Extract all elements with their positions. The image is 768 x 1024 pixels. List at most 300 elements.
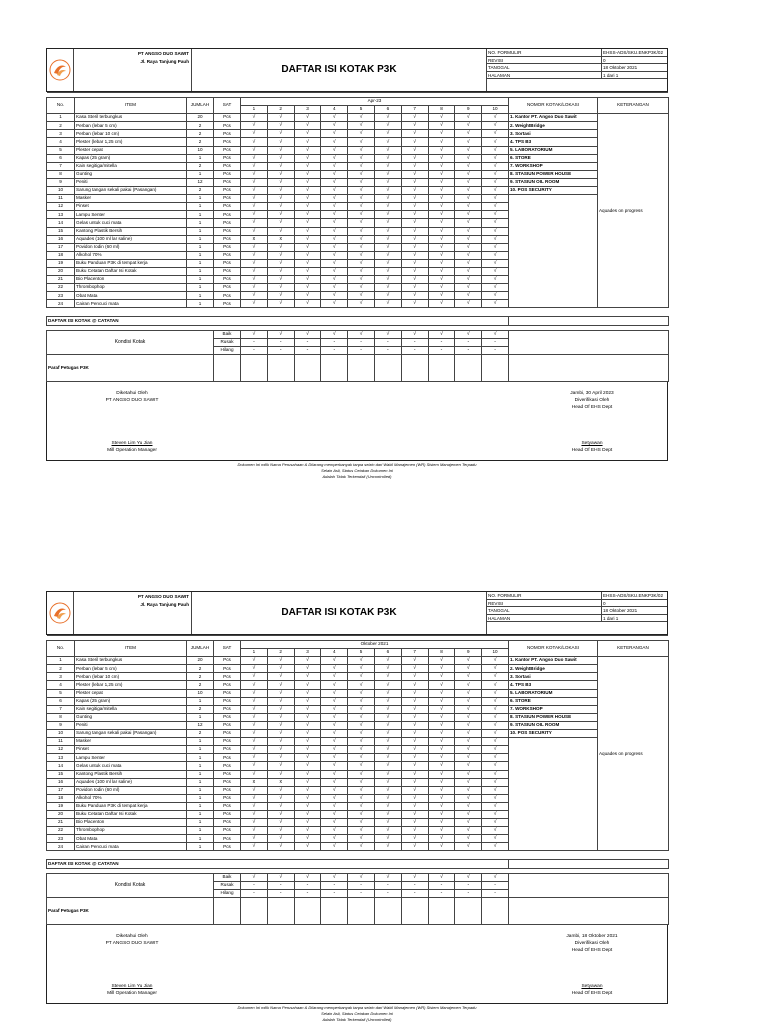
check-mark: √	[455, 681, 482, 689]
check-mark: √	[348, 786, 375, 794]
meta-label: NO. FORMULIR	[487, 592, 602, 600]
location-entry: 6. STORE	[508, 154, 597, 162]
check-mark: √	[321, 827, 348, 835]
kondisi-mark: -	[482, 889, 509, 897]
check-mark: √	[267, 835, 294, 843]
location-entry	[508, 770, 597, 778]
check-mark: √	[482, 778, 509, 786]
item-row	[47, 697, 669, 705]
check-mark: √	[294, 835, 321, 843]
item-no: 20	[47, 810, 75, 818]
item-name: Kantong Plastik Bersih	[75, 227, 187, 235]
check-mark: √	[428, 203, 455, 211]
form-title: DAFTAR ISI KOTAK P3K	[192, 49, 487, 91]
check-mark: √	[428, 138, 455, 146]
check-mark: √	[455, 819, 482, 827]
location-entry: 10. POS SECURITY	[508, 730, 597, 738]
check-mark: √	[267, 770, 294, 778]
check-mark: √	[455, 154, 482, 162]
check-mark: √	[482, 138, 509, 146]
footer-line: Adalah Tidak Terkendali (Uncontrolled)	[322, 1016, 392, 1022]
check-mark: √	[401, 681, 428, 689]
form-header	[46, 48, 668, 92]
check-mark: √	[401, 203, 428, 211]
check-mark: √	[428, 178, 455, 186]
item-no: 9	[47, 721, 75, 729]
paraf-label: Paraf Petugas P3K	[47, 897, 214, 924]
item-no: 10	[47, 187, 75, 195]
kondisi-mark: -	[428, 338, 455, 346]
item-row	[47, 754, 669, 762]
check-mark: √	[455, 114, 482, 122]
col-no-header: No.	[47, 98, 75, 114]
check-mark: √	[241, 794, 268, 802]
check-mark: √	[321, 657, 348, 665]
check-mark: √	[267, 284, 294, 292]
check-mark: √	[348, 665, 375, 673]
item-row	[47, 738, 669, 746]
check-mark: √	[241, 146, 268, 154]
check-mark: √	[321, 235, 348, 243]
check-mark: √	[348, 178, 375, 186]
check-mark: √	[294, 154, 321, 162]
kondisi-mark: √	[428, 873, 455, 881]
item-no: 22	[47, 284, 75, 292]
location-entry	[508, 786, 597, 794]
check-mark: √	[455, 211, 482, 219]
item-no: 11	[47, 195, 75, 203]
check-mark: √	[348, 843, 375, 851]
kondisi-type: Rusak	[214, 338, 241, 346]
manager-signature	[77, 440, 187, 454]
day-number: 9	[455, 649, 482, 657]
check-mark: √	[241, 721, 268, 729]
check-mark: √	[428, 689, 455, 697]
check-mark: √	[455, 721, 482, 729]
location-entry	[508, 211, 597, 219]
check-mark: √	[428, 187, 455, 195]
day-number: 2	[267, 649, 294, 657]
location-entry: 3. Sortasi	[508, 673, 597, 681]
check-mark: √	[321, 730, 348, 738]
check-mark: √	[348, 114, 375, 122]
check-mark: √	[428, 819, 455, 827]
location-entry	[508, 738, 597, 746]
check-mark: √	[455, 835, 482, 843]
check-mark: √	[267, 178, 294, 186]
item-no: 6	[47, 697, 75, 705]
check-mark: √	[428, 697, 455, 705]
check-mark: √	[321, 195, 348, 203]
check-mark: √	[241, 284, 268, 292]
check-mark: √	[482, 697, 509, 705]
location-entry: 3. Sortasi	[508, 130, 597, 138]
kondisi-mark: -	[482, 346, 509, 354]
item-unit: Pcs	[214, 211, 241, 219]
item-no: 7	[47, 705, 75, 713]
location-entry	[508, 794, 597, 802]
check-mark: √	[241, 267, 268, 275]
kondisi-row	[47, 873, 669, 881]
check-mark: √	[482, 665, 509, 673]
check-mark: √	[401, 697, 428, 705]
check-mark: √	[294, 178, 321, 186]
check-mark: √	[348, 276, 375, 284]
item-row	[47, 681, 669, 689]
check-mark: √	[321, 673, 348, 681]
check-mark: √	[294, 195, 321, 203]
item-qty: 2	[187, 187, 214, 195]
check-mark: √	[374, 227, 401, 235]
kondisi-empty	[508, 330, 668, 338]
item-no: 15	[47, 770, 75, 778]
check-mark: √	[482, 689, 509, 697]
paraf-cell	[374, 897, 401, 924]
check-mark: √	[267, 195, 294, 203]
item-unit: Pcs	[214, 195, 241, 203]
check-mark: √	[374, 154, 401, 162]
kondisi-mark: √	[428, 330, 455, 338]
sign-date: Jambi, 18 Oktober 2021	[566, 933, 618, 939]
item-unit: Pcs	[214, 138, 241, 146]
company-name: PT ANGSO DUO SAWIT	[137, 51, 189, 56]
check-mark: √	[401, 721, 428, 729]
item-qty: 1	[187, 770, 214, 778]
check-mark: √	[321, 178, 348, 186]
footer-line: Selain Asli, Status Cetakan Dokumen Ini	[321, 467, 393, 473]
kondisi-mark: -	[348, 889, 375, 897]
check-mark: √	[348, 138, 375, 146]
check-mark: √	[482, 170, 509, 178]
check-mark: √	[482, 259, 509, 267]
ehs-signature	[537, 983, 647, 997]
check-mark: √	[348, 713, 375, 721]
paraf-cell	[241, 897, 268, 924]
check-mark: √	[267, 843, 294, 851]
manager-title: Mill Operation Manager	[107, 990, 157, 996]
item-row	[47, 843, 669, 851]
kondisi-mark: √	[321, 873, 348, 881]
check-mark: √	[401, 754, 428, 762]
check-mark: √	[321, 203, 348, 211]
item-row	[47, 689, 669, 697]
item-name: Gunting	[75, 170, 187, 178]
item-name: Kapas (25 gram)	[75, 154, 187, 162]
kondisi-mark: √	[374, 873, 401, 881]
check-mark: √	[482, 284, 509, 292]
item-no: 14	[47, 762, 75, 770]
check-mark: √	[455, 251, 482, 259]
check-mark: √	[348, 187, 375, 195]
item-no: 16	[47, 235, 75, 243]
check-mark: √	[267, 227, 294, 235]
check-mark: √	[401, 810, 428, 818]
check-mark: √	[401, 738, 428, 746]
paraf-cell	[455, 897, 482, 924]
footer-line: Selain Asli, Status Cetakan Dokumen Ini	[321, 1010, 393, 1016]
check-mark: √	[374, 267, 401, 275]
kondisi-mark: -	[482, 881, 509, 889]
check-mark: √	[267, 738, 294, 746]
item-row	[47, 721, 669, 729]
check-mark: √	[348, 162, 375, 170]
check-mark: √	[321, 243, 348, 251]
known-by-label: Diketahui Oleh	[116, 390, 148, 396]
check-mark: √	[267, 697, 294, 705]
item-unit: Pcs	[214, 243, 241, 251]
kondisi-mark: √	[374, 330, 401, 338]
check-mark: √	[374, 300, 401, 308]
check-mark: √	[482, 786, 509, 794]
item-qty: 20	[187, 657, 214, 665]
ehs-head-title: Head Of EHS Dept	[571, 447, 613, 453]
check-mark: √	[482, 203, 509, 211]
check-mark: √	[241, 276, 268, 284]
item-unit: Pcs	[214, 187, 241, 195]
day-number: 8	[428, 106, 455, 114]
item-name: Lampu Senter	[75, 754, 187, 762]
meta-label: HALAMAN	[487, 72, 602, 80]
check-mark: √	[401, 195, 428, 203]
check-mark: √	[428, 778, 455, 786]
check-mark: √	[348, 810, 375, 818]
kondisi-row	[47, 330, 669, 338]
location-entry	[508, 835, 597, 843]
item-no: 19	[47, 259, 75, 267]
check-mark: √	[455, 276, 482, 284]
item-row	[47, 284, 669, 292]
check-mark: √	[374, 187, 401, 195]
check-mark: √	[348, 657, 375, 665]
check-mark: √	[294, 843, 321, 851]
check-mark: √	[294, 665, 321, 673]
item-name: Masker	[75, 738, 187, 746]
item-qty: 2	[187, 162, 214, 170]
location-entry	[508, 219, 597, 227]
col-item-header: ITEM	[75, 98, 187, 114]
signature-section	[46, 382, 668, 461]
known-by-block	[77, 933, 187, 947]
check-mark: √	[428, 235, 455, 243]
item-name: Thrombophop	[75, 827, 187, 835]
check-mark: √	[294, 697, 321, 705]
item-unit: Pcs	[214, 235, 241, 243]
form-header	[46, 591, 668, 635]
check-mark: √	[428, 276, 455, 284]
item-name: Perban (lebar 10 cm)	[75, 673, 187, 681]
check-mark: √	[267, 259, 294, 267]
check-mark: √	[374, 195, 401, 203]
day-number: 6	[374, 106, 401, 114]
check-mark: √	[401, 665, 428, 673]
check-mark: √	[428, 721, 455, 729]
manager-name: Steven Lim Yu Jian	[111, 440, 153, 446]
item-qty: 2	[187, 130, 214, 138]
check-mark: √	[482, 681, 509, 689]
kondisi-mark: -	[321, 338, 348, 346]
kondisi-type: Baik	[214, 330, 241, 338]
item-no: 22	[47, 827, 75, 835]
item-unit: Pcs	[214, 122, 241, 130]
item-qty: 1	[187, 697, 214, 705]
item-no: 3	[47, 130, 75, 138]
check-mark: √	[401, 705, 428, 713]
check-mark: √	[482, 130, 509, 138]
check-mark: √	[374, 251, 401, 259]
signature-section	[46, 925, 668, 1004]
check-mark: √	[455, 705, 482, 713]
location-entry	[508, 195, 597, 203]
manager-title: Mill Operation Manager	[107, 447, 157, 453]
check-mark: √	[455, 178, 482, 186]
item-row	[47, 146, 669, 154]
check-mark: √	[455, 778, 482, 786]
check-mark: √	[267, 819, 294, 827]
check-mark: √	[348, 154, 375, 162]
check-mark: √	[294, 122, 321, 130]
check-mark: √	[294, 251, 321, 259]
paraf-cell	[294, 354, 321, 381]
check-mark: √	[321, 227, 348, 235]
check-mark: √	[374, 843, 401, 851]
document-footer	[46, 1005, 668, 1023]
check-mark: √	[241, 843, 268, 851]
check-mark: √	[482, 835, 509, 843]
item-unit: Pcs	[214, 114, 241, 122]
item-name: Kantong Plastik Bersih	[75, 770, 187, 778]
item-no: 19	[47, 802, 75, 810]
check-mark: √	[241, 705, 268, 713]
check-mark: √	[267, 689, 294, 697]
check-mark: √	[374, 178, 401, 186]
check-mark: √	[267, 243, 294, 251]
meta-revisi: 0	[602, 600, 667, 608]
item-no: 8	[47, 170, 75, 178]
location-entry	[508, 778, 597, 786]
paraf-empty	[508, 354, 668, 381]
check-mark: √	[401, 122, 428, 130]
item-name: Perban (lebar 5 cm)	[75, 122, 187, 130]
col-no-header: No.	[47, 641, 75, 657]
item-no: 4	[47, 138, 75, 146]
check-mark: √	[348, 835, 375, 843]
check-mark: √	[267, 665, 294, 673]
check-mark: √	[294, 802, 321, 810]
kondisi-empty	[508, 346, 668, 354]
check-mark: √	[455, 794, 482, 802]
check-mark: √	[241, 187, 268, 195]
form-meta	[487, 49, 667, 91]
kondisi-mark: -	[241, 881, 268, 889]
check-mark: √	[321, 835, 348, 843]
sign-date: Jambi, 30 April 2023	[570, 390, 614, 396]
check-mark: √	[482, 195, 509, 203]
check-mark: √	[241, 162, 268, 170]
location-entry	[508, 300, 597, 308]
kondisi-type: Rusak	[214, 881, 241, 889]
day-number: 3	[294, 106, 321, 114]
check-mark: √	[321, 705, 348, 713]
location-entry	[508, 746, 597, 754]
meta-label: TANGGAL	[487, 607, 602, 615]
check-mark: √	[267, 802, 294, 810]
check-mark: √	[348, 819, 375, 827]
check-mark: √	[482, 178, 509, 186]
check-mark: √	[401, 235, 428, 243]
item-row	[47, 235, 669, 243]
item-name: Plester (lebar 1,25 cm)	[75, 681, 187, 689]
check-mark: √	[401, 243, 428, 251]
check-mark: √	[374, 794, 401, 802]
check-mark: √	[428, 219, 455, 227]
location-entry	[508, 251, 597, 259]
check-mark: √	[428, 827, 455, 835]
check-mark: √	[348, 130, 375, 138]
item-no: 23	[47, 835, 75, 843]
check-mark: √	[455, 243, 482, 251]
item-qty: 1	[187, 203, 214, 211]
kondisi-mark: -	[455, 346, 482, 354]
kondisi-mark: -	[294, 338, 321, 346]
location-entry	[508, 235, 597, 243]
check-mark: √	[455, 235, 482, 243]
check-mark: √	[348, 203, 375, 211]
kondisi-label: Kondisi Kotak	[47, 873, 214, 897]
item-no: 9	[47, 178, 75, 186]
check-mark: √	[267, 673, 294, 681]
check-mark: √	[294, 770, 321, 778]
ehs-head-name: Setyawan	[581, 440, 603, 446]
check-mark: √	[241, 738, 268, 746]
item-qty: 2	[187, 730, 214, 738]
check-mark: √	[267, 657, 294, 665]
check-mark: √	[267, 786, 294, 794]
check-mark: √	[294, 730, 321, 738]
check-mark: √	[401, 170, 428, 178]
check-mark: √	[428, 243, 455, 251]
check-mark: √	[294, 146, 321, 154]
check-mark: √	[348, 122, 375, 130]
item-no: 12	[47, 746, 75, 754]
check-mark: √	[428, 754, 455, 762]
check-mark: √	[401, 843, 428, 851]
col-jumlah-header: JUMLAH	[187, 98, 214, 114]
check-mark: √	[321, 762, 348, 770]
item-name: Alkohol 70%	[75, 794, 187, 802]
check-mark: √	[241, 243, 268, 251]
location-entry	[508, 203, 597, 211]
check-mark: √	[348, 697, 375, 705]
kondisi-mark: -	[428, 346, 455, 354]
check-mark: √	[455, 267, 482, 275]
check-mark: √	[401, 762, 428, 770]
location-entry: 9. STASIUN OIL ROOM	[508, 721, 597, 729]
check-mark: √	[374, 738, 401, 746]
location-entry	[508, 802, 597, 810]
item-row	[47, 786, 669, 794]
check-mark: √	[241, 673, 268, 681]
paraf-empty	[508, 897, 668, 924]
kondisi-mark: -	[455, 338, 482, 346]
paraf-cell	[321, 897, 348, 924]
check-mark: √	[267, 122, 294, 130]
check-mark: √	[482, 657, 509, 665]
item-unit: Pcs	[214, 178, 241, 186]
item-row	[47, 300, 669, 308]
item-unit: Pcs	[214, 697, 241, 705]
check-mark: √	[401, 713, 428, 721]
check-mark: √	[482, 721, 509, 729]
